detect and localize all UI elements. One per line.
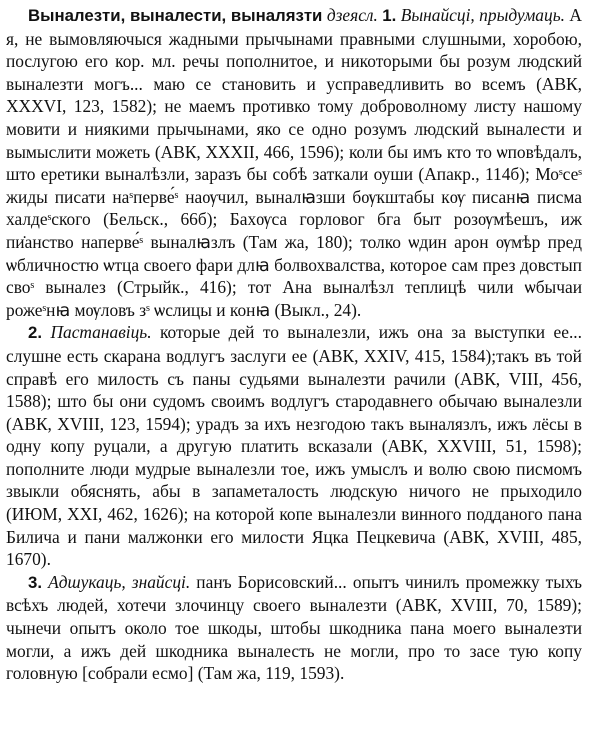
sense-3-gloss: Адшукаць, знайсці. [48, 571, 191, 592]
sense-1-gloss: Вынайсці, прыдумаць. [400, 5, 565, 25]
sense-1-number: 1. [382, 6, 397, 25]
sense-3-number: 3. [28, 572, 42, 592]
entry-headword: Выналезти, выналести, выналязти [28, 6, 323, 25]
sense-3-paragraph [6, 571, 582, 685]
sense-2-gloss: Пастанавіць. [50, 322, 152, 343]
part-of-speech: дзеясл. [326, 5, 378, 25]
sense-3-citations: панъ Борисовский... опытъ чинилъ промежку тыхъ всѣхъ людей, хотечи злочинцу своего выналезти (АВК, XVIII, 70, 1589); чынечи опытъ около тое шкоды, штобы шкодника пана моего выналезти могли, а ижъ дей шкодника выналесть не могли, про то засе тую копу головную [собрали есмо] (Там жа, 119, 1593). [6, 571, 582, 684]
sense-2-citations: которые дей то выналезли, ижъ она за выступки ее... слушне есть скарана водлугъ заслуги ее (АВК, XXIV, 415, 1584);такъ въ той справѣ его милость съ паны судьями выналезти рачили (АВК, VIII, 456, 1588); што бы они судомъ своимъ водлугъ стародавнего обычаю выналезли (АВК, XVIII, 123, 1594); урадъ за ихъ незгодою такъ выналязлъ, ижъ лёсы в одну копу руцали, а другую платить всказали (АВК, XXVIII, 51, 1598); пополните люди мудрые выналезли тое, ижъ умыслъ и волю свою писмомъ звыкли обяснять, абы в запаметалость людскую ничого не прыходило (ИЮМ, XXI, 462, 1626); на которой копе выналезли винного подданого пана Билича и пани малжонки его милости Яцка Пецкевича (АВК, XVIII, 485, 1670). [6, 322, 583, 570]
sense-2-paragraph [6, 321, 582, 571]
sense-1-paragraph [6, 4, 582, 321]
sense-2-number: 2. [28, 323, 42, 343]
sense-1-citations: А я, не вымовляючыся жадными прычынами правными слушными, хоробою, послугою его кор. мл. речы пополнитое, и никоторыми бы розум людский выналезти могъ... маю се становить и усправедливить во всемъ (АВК, XXXVI, 123, 1582); не маемъ противко тому доброволному листу нашому мовити и ниякими прычынами, яко се одно розумъ людский выналести и вымыслити можеть (АВК, XXXII, 466, 1596); коли бы имъ кто то ѡповѣдалъ, што еретики выналѣзли, заразъ бы собѣ заткали оуши (Апакр., 114б); Моˢсеˢ жиды писати наˢперве́ˢ наѹчил, выналꙗзши бѹкштабы кѹ писанꙗ писма халдеˢского (Бельск., 66б); Бахѹса горловог бга быт розѹмѣешъ, иж пи̇анство наперве́ˢ выналꙗзлъ (Там жа, 180); толко ѡдин арон ѹмѣр пред ѡбличностю ѡтца своего фари длꙗ болвохвалства, которое сам през довстып своˢ выналез (Стрыйк., 416); тот Ана выналѣзл теплицѣ чили ѡбычаи рожеˢнꙗ мѹловъ зˢ ѡслицы и конꙗ (Выкл., 24). [6, 5, 582, 320]
